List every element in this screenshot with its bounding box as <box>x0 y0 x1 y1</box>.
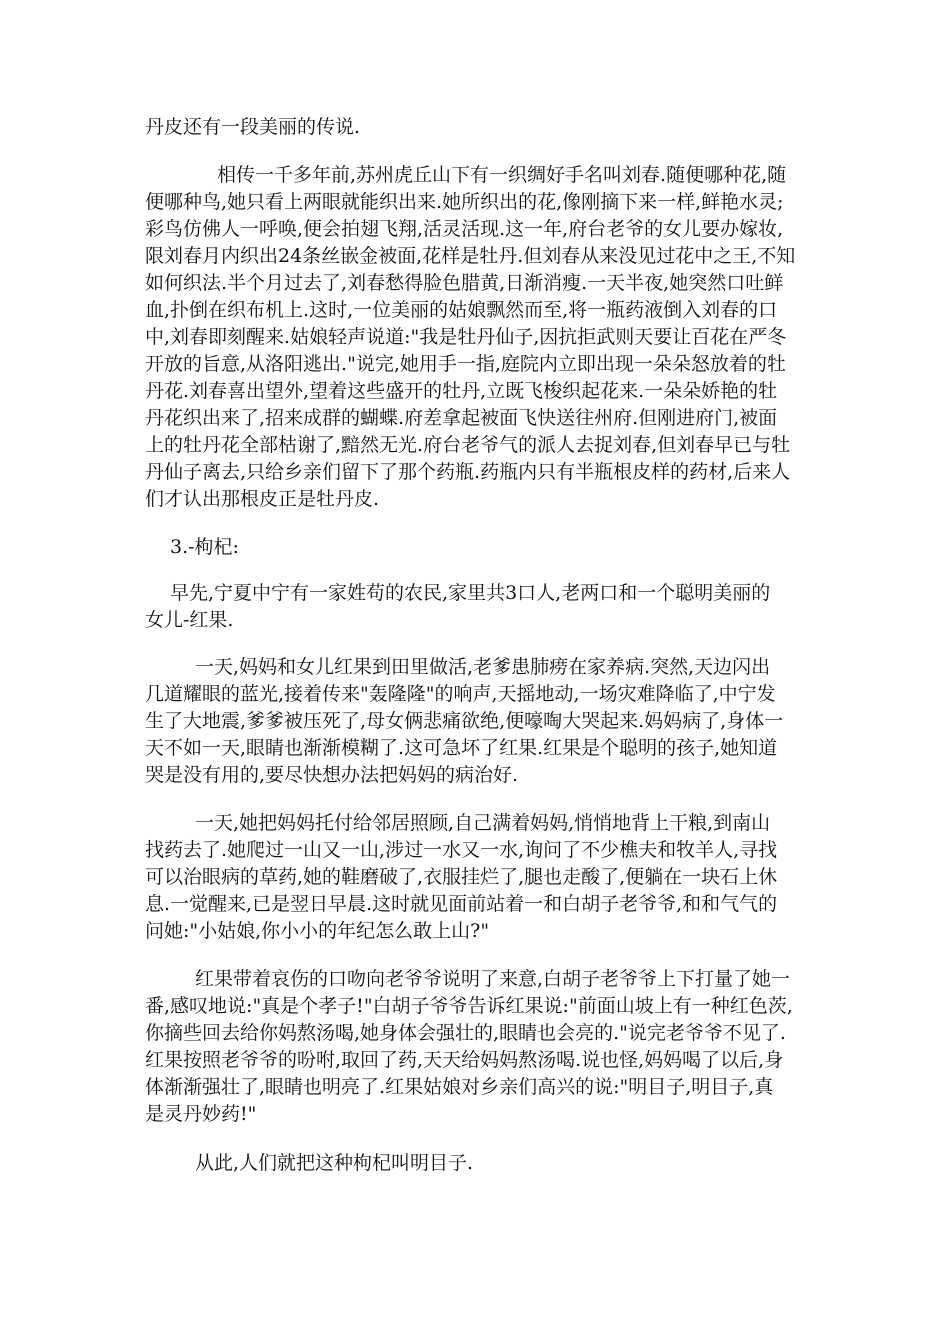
paragraph-line: 便哪种鸟,她只看上两眼就能织出来.她所织出的花,像刚摘下来一样,鲜艳水灵; <box>145 191 784 213</box>
paragraph-line: 血,扑倒在织布机上.这时,一位美丽的姑娘飘然而至,将一瓶药液倒入刘春的口 <box>145 299 778 321</box>
paragraph-line: 中,刘春即刻醒来.姑娘轻声说道:"我是牡丹仙子,因抗拒武则天要让百花在严冬 <box>145 326 787 348</box>
paragraph-line: 红果按照老爷爷的吩咐,取回了药,天天给妈妈熬汤喝.说也怪,妈妈喝了以后,身 <box>145 1049 784 1071</box>
paragraph-line: 问她:"小姑娘,你小小的年纪怎么敢上山?" <box>145 920 490 942</box>
paragraph-line: 番,感叹地说:"真是个孝子!"白胡子爷爷告诉红果说:"前面山坡上有一种红色茨, <box>145 995 793 1017</box>
paragraph-line: 相传一千多年前,苏州虎丘山下有一织绸好手名叫刘春.随便哪种花,随 <box>217 164 787 186</box>
paragraph-line: 们才认出那根皮正是牡丹皮. <box>145 488 380 510</box>
paragraph-line: 丹仙子离去,只给乡亲们留下了那个药瓶.药瓶内只有半瓶根皮样的药材,后来人 <box>145 461 791 483</box>
intro-line: 丹皮还有一段美丽的传说. <box>145 116 361 138</box>
paragraph-line: 红果带着哀伤的口吻向老爷爷说明了来意,白胡子老爷爷上下打量了她一 <box>195 968 791 990</box>
paragraph-line: 限刘春月内织出24条丝嵌金被面,花样是牡丹.但刘春从来没见过花中之王,不知 <box>145 245 796 267</box>
paragraph-line: 如何织法.半个月过去了,刘春愁得脸色腊黄,日渐消瘦.一天半夜,她突然口吐鲜 <box>145 272 784 294</box>
paragraph-line: 息.一觉醒来,已是翌日早晨.这时就见面前站着一和白胡子老爷爷,和和气气的 <box>145 893 778 915</box>
paragraph-line: 一天,妈妈和女儿红果到田里做活,老爹患肺痨在家养病.突然,天边闪出 <box>195 656 771 678</box>
section-heading: 3.-枸杞: <box>170 536 239 558</box>
paragraph-line: 一天,她把妈妈托付给邻居照顾,自己满着妈妈,悄悄地背上干粮,到南山 <box>195 812 771 834</box>
paragraph-line: 你摘些回去给你妈熬汤喝,她身体会强壮的,眼睛也会亮的."说完老爷爷不见了. <box>145 1022 786 1044</box>
paragraph-line: 女儿-红果. <box>145 609 234 631</box>
paragraph-line: 丹花.刘春喜出望外,望着这些盛开的牡丹,立既飞梭织起花来.一朵朵娇艳的牡 <box>145 380 778 402</box>
paragraph-line: 上的牡丹花全部枯谢了,黯然无光.府台老爷气的派人去捉刘春,但刘春早已与牡 <box>145 434 791 456</box>
paragraph-line: 几道耀眼的蓝光,接着传来"轰隆隆"的响声,天摇地动,一场灾难降临了,中宁发 <box>145 683 776 705</box>
closing-line: 从此,人们就把这种枸杞叫明目子. <box>195 1152 474 1174</box>
paragraph-line: 可以治眼病的草药,她的鞋磨破了,衣服挂烂了,腿也走酸了,便躺在一块石上休 <box>145 866 778 888</box>
paragraph-line: 生了大地震,爹爹被压死了,母女俩悲痛欲绝,便嚎啕大哭起来.妈妈病了,身体一 <box>145 710 784 732</box>
paragraph-line: 找药去了.她爬过一山又一山,涉过一水又一水,询问了不少樵夫和牧羊人,寻找 <box>145 839 778 861</box>
paragraph-line: 彩鸟仿佛人一呼唤,便会拍翅飞翔,活灵活现.这一年,府台老爷的女儿要办嫁妆, <box>145 218 784 240</box>
paragraph-line: 丹花织出来了,招来成群的蝴蝶.府差拿起被面飞快送往州府.但刚进府门,被面 <box>145 407 778 429</box>
paragraph-line: 开放的旨意,从洛阳逃出."说完,她用手一指,庭院内立即出现一朵朵怒放着的牡 <box>145 353 786 375</box>
paragraph-line: 早先,宁夏中宁有一家姓苟的农民,家里共3口人,老两口和一个聪明美丽的 <box>170 582 771 604</box>
paragraph-line: 是灵丹妙药!" <box>145 1103 257 1125</box>
paragraph-line: 哭是没有用的,要尽快想办法把妈妈的病治好. <box>145 764 519 786</box>
paragraph-line: 天不如一天,眼睛也渐渐模糊了.这可急坏了红果.红果是个聪明的孩子,她知道 <box>145 737 778 759</box>
paragraph-line: 体渐渐强壮了,眼睛也明亮了.红果姑娘对乡亲们高兴的说:"明目子,明目子,真 <box>145 1076 774 1098</box>
